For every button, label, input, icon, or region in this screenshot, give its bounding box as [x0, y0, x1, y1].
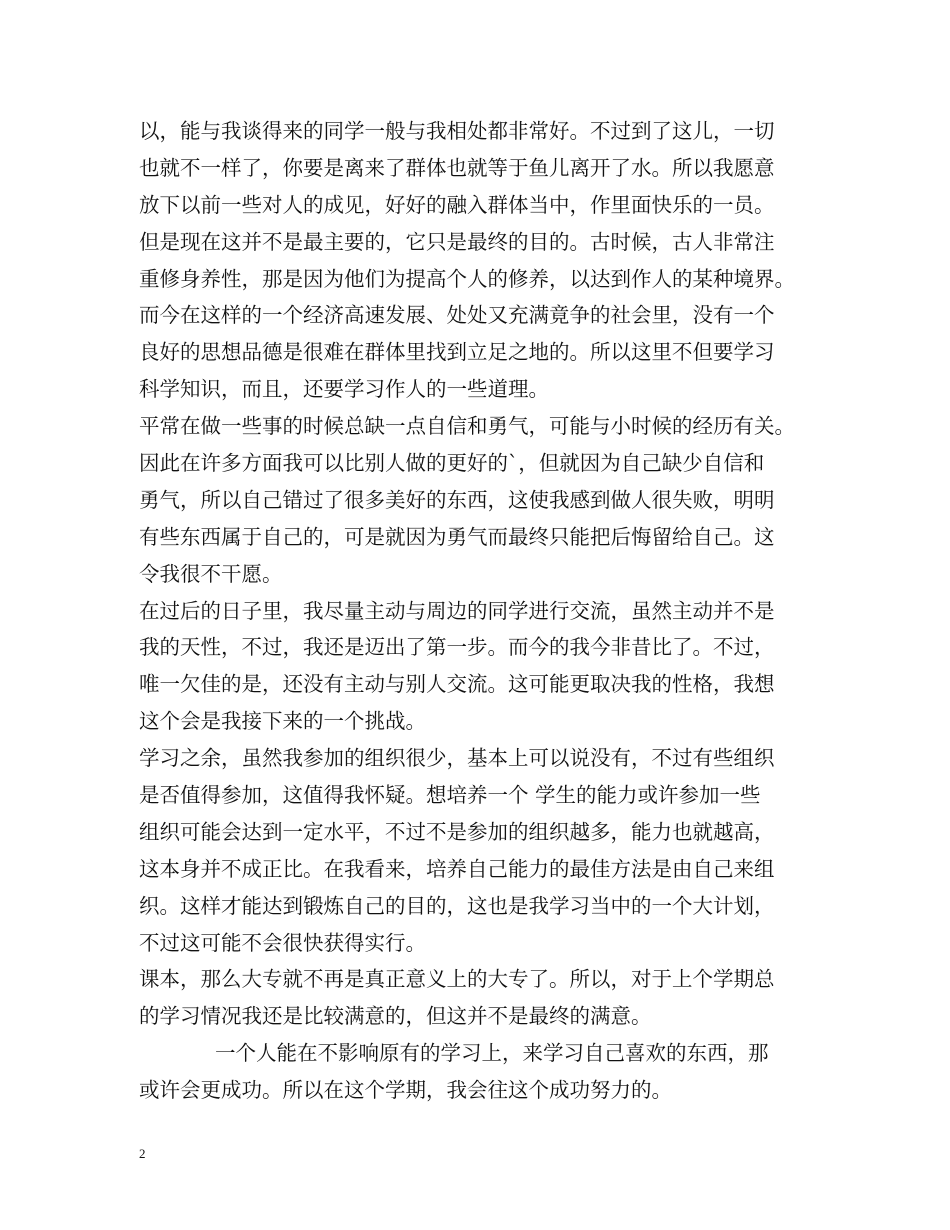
- text-line: 的学习情况我还是比较满意的，但这并不是最终的满意。: [139, 1004, 652, 1029]
- text-line: 令我很不干愿。: [139, 561, 283, 586]
- page-number: 2: [139, 1146, 146, 1161]
- text-line-indented: 一个人能在不影响原有的学习上，来学习自己喜欢的东西，那: [215, 1041, 769, 1066]
- text-line: 我的天性，不过，我还是迈出了第一步。而今的我今非昔比了。不过，: [139, 635, 775, 660]
- text-line: 或许会更成功。所以在这个学期，我会往这个成功努力的。: [139, 1078, 672, 1103]
- text-line: 也就不一样了，你要是离来了群体也就等于鱼儿离开了水。所以我愿意: [139, 155, 775, 180]
- text-line: 良好的思想品德是很难在群体里找到立足之地的。所以这里不但要学习: [139, 340, 775, 365]
- text-line: 这个会是我接下来的一个挑战。: [139, 709, 426, 734]
- text-line: 有些东西属于自己的，可是就因为勇气而最终只能把后悔留给自己。这: [139, 524, 775, 549]
- text-line: 这本身并不成正比。在我看来，培养自己能力的最佳方法是由自己来组: [139, 856, 775, 881]
- text-line: 重修身养性，那是因为他们为提高个人的修养，以达到作人的某种境界。: [139, 266, 795, 291]
- text-line: 平常在做一些事的时候总缺一点自信和勇气，可能与小时候的经历有关。: [139, 414, 795, 439]
- text-line: 科学知识，而且，还要学习作人的一些道理。: [139, 377, 549, 402]
- text-line: 学习之余，虽然我参加的组织很少，基本上可以说没有，不过有些组织: [139, 746, 775, 771]
- text-line: 而今在这样的一个经济高速发展、处处又充满竟争的社会里，没有一个: [139, 303, 775, 328]
- text-line: 勇气，所以自己错过了很多美好的东西，这使我感到做人很失败，明明: [139, 487, 775, 512]
- text-line: 唯一欠佳的是，还没有主动与别人交流。这可能更取决我的性格，我想: [139, 672, 775, 697]
- text-line: 因此在许多方面我可以比别人做的更好的`，但就因为自己缺少自信和: [139, 451, 765, 476]
- text-line: 组织可能会达到一定水平，不过不是参加的组织越多，能力也就越高，: [139, 819, 775, 844]
- text-line: 在过后的日子里，我尽量主动与周边的同学进行交流，虽然主动并不是: [139, 598, 775, 623]
- text-line: 但是现在这并不是最主要的，它只是最终的目的。古时候，古人非常注: [139, 229, 775, 254]
- body-text: [139, 113, 829, 1109]
- text-line: 放下以前一些对人的成见，好好的融入群体当中，作里面快乐的一员。: [139, 192, 775, 217]
- text-line: 是否值得参加，这值得我怀疑。想培养一个 学生的能力或许参加一些: [139, 783, 761, 808]
- text-line: 以，能与我谈得来的同学一般与我相处都非常好。不过到了这儿，一切: [139, 119, 775, 143]
- text-line: 织。这样才能达到锻炼自己的目的，这也是我学习当中的一个大计划，: [139, 893, 775, 918]
- text-line: 不过这可能不会很快获得实行。: [139, 930, 426, 955]
- text-line: 课本，那么大专就不再是真正意义上的大专了。所以，对于上个学期总: [139, 967, 775, 992]
